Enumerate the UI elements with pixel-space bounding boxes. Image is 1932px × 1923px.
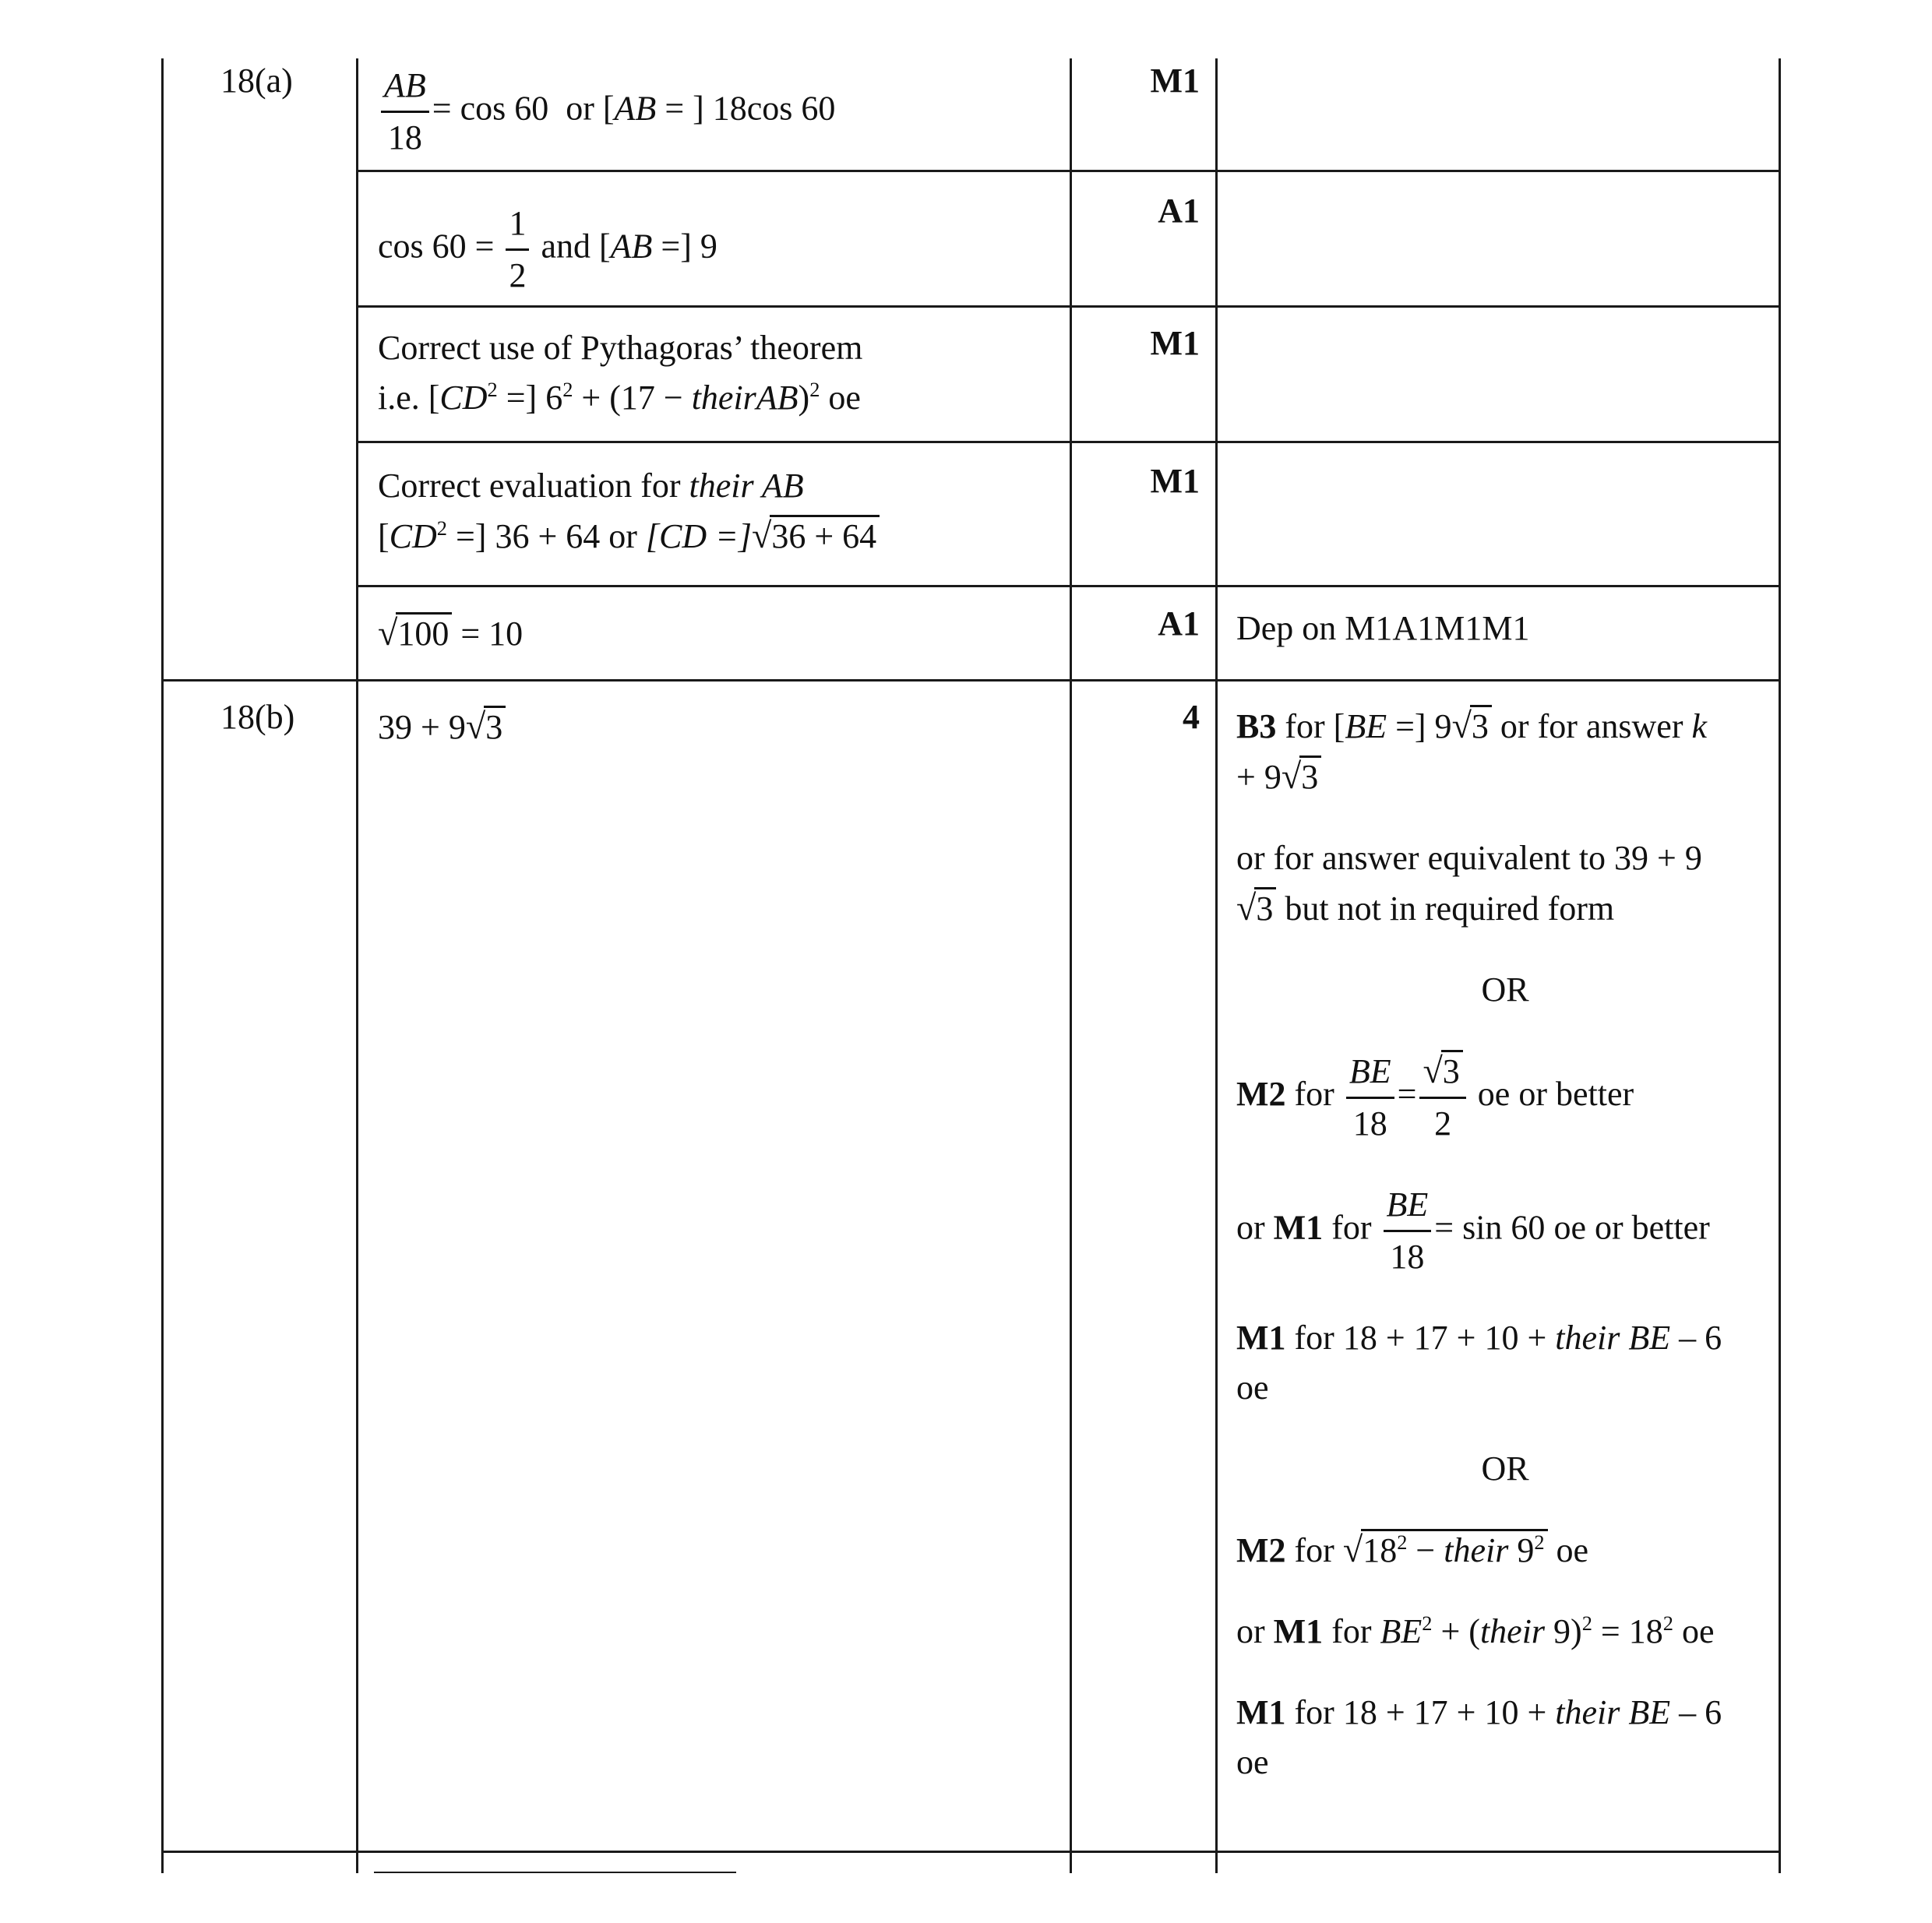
row-divider — [356, 441, 1781, 443]
question-label-18b: 18(b) — [220, 698, 295, 736]
mark-row-2: A1 — [1158, 192, 1200, 230]
answer-row-5: √100 = 10 — [378, 608, 1063, 660]
table-border-col4 — [1215, 58, 1218, 1873]
table-border-right — [1779, 58, 1781, 1873]
sqrt-3: √3 — [466, 701, 506, 753]
mark-row-3: M1 — [1150, 324, 1200, 362]
question-divider — [161, 679, 1781, 682]
answer-row-4: Correct evaluation for their AB [$CD^2$ =] 36 + 64 or [CD =]√36 + 64 — [378, 461, 1063, 562]
guidance-row-5: Dep on M1A1M1M1 — [1236, 609, 1530, 647]
mark-row-4: M1 — [1150, 462, 1200, 500]
fraction-ab-over-18: $\frac{AB}{18}$ — [381, 61, 429, 163]
answer-18b: 39 + 9√3 — [378, 701, 1063, 753]
answer-row-3: Correct use of Pythagoras’ theorem i.e. [$CD^2$ =] $6^2 + (17$ − theirAB)$^2$ oe — [378, 329, 863, 417]
answer-row-2: cos 60 = $\frac{1}{2}$ and [AB =] 9 — [378, 199, 1063, 301]
mark-18b: 4 — [1183, 698, 1200, 736]
row-divider — [356, 305, 1781, 308]
question-label-18a: 18(a) — [220, 62, 293, 100]
fraction-one-half: $\frac{1}{2}$ — [506, 199, 529, 301]
table-border-col2 — [356, 58, 358, 1873]
row-divider — [356, 170, 1781, 172]
table-border-left — [161, 58, 164, 1873]
guidance-18b: B3 for [BE =] 9√3 or for answer k + 9√3 or for answer equivalent to 39 + 9 √3 but not in required form OR M2 for $\frac{BE}{18}$ = $\frac{√3}{2}$ oe or better or M1 for $\frac{BE}{18}$ = sin 60 oe or better M1 for 18 + 17 + 10 + their BE – 6 oe OR M2 for $√18^2$ − their $9^2$ oe or M1 for $BE^2$ + (their $9)^2 = 18^2$ oe M1 for 18 + 17 + 10 + their BE – 6 oe — [1236, 706, 1722, 1781]
answer-row-1: $\frac{AB}{18}$ = cos 60 or [AB = ] 18cos 60 — [378, 61, 1063, 163]
question-divider — [161, 1851, 1781, 1853]
partial-underline — [374, 1872, 736, 1873]
mark-row-5: A1 — [1158, 604, 1200, 643]
mark-row-1: M1 — [1150, 62, 1200, 100]
sqrt-100: √100 — [378, 608, 452, 660]
row-divider — [356, 585, 1781, 587]
sqrt-36-plus-64: √36 + 64 — [752, 511, 880, 562]
